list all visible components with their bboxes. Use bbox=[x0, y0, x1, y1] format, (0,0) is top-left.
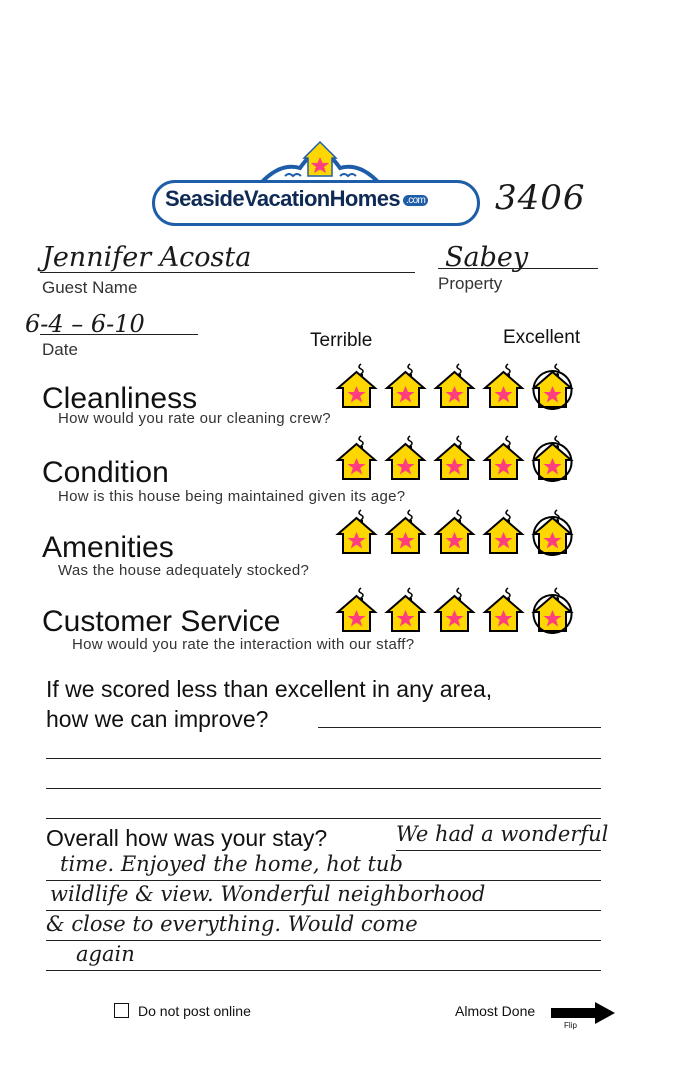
house-star-icon[interactable] bbox=[433, 508, 476, 556]
do-not-post-label: Do not post online bbox=[138, 1003, 251, 1019]
house-star-icon[interactable] bbox=[531, 586, 574, 634]
house-star-icon[interactable] bbox=[531, 434, 574, 482]
date-line bbox=[40, 334, 198, 335]
improve-answer-line[interactable] bbox=[318, 727, 601, 728]
overall-answer-line[interactable] bbox=[396, 850, 601, 851]
house-star-icon[interactable] bbox=[335, 362, 378, 410]
overall-answer-line[interactable] bbox=[46, 970, 601, 971]
overall-answer-line[interactable] bbox=[46, 940, 601, 941]
guest-name-value: Jennifer Acosta bbox=[42, 242, 252, 273]
property-line bbox=[438, 268, 598, 269]
rating-customer-service-question: How would you rate the interaction with our staff? bbox=[72, 636, 415, 653]
house-star-icon[interactable] bbox=[384, 362, 427, 410]
flip-label: Flip bbox=[564, 1021, 577, 1030]
house-star-icon[interactable] bbox=[384, 586, 427, 634]
house-star-icon[interactable] bbox=[384, 434, 427, 482]
overall-answer-line[interactable] bbox=[46, 910, 601, 911]
house-star-icon[interactable] bbox=[531, 362, 574, 410]
overall-comment-line: & close to everything. Would come bbox=[46, 912, 418, 936]
house-star-icon[interactable] bbox=[482, 508, 525, 556]
improve-answer-line[interactable] bbox=[46, 818, 601, 819]
rating-cleanliness-question: How would you rate our cleaning crew? bbox=[58, 410, 331, 427]
house-star-icon[interactable] bbox=[531, 508, 574, 556]
improve-question-line1: If we scored less than excellent in any area, bbox=[46, 676, 493, 702]
guest-name-label: Guest Name bbox=[42, 278, 138, 297]
house-star-icon[interactable] bbox=[433, 362, 476, 410]
scale-high-label: Excellent bbox=[503, 327, 581, 348]
rating-condition-category: Condition bbox=[42, 456, 169, 489]
improve-answer-line[interactable] bbox=[46, 788, 601, 789]
house-star-icon[interactable] bbox=[482, 434, 525, 482]
date-label: Date bbox=[42, 340, 78, 359]
overall-comment-line: wildlife & view. Wonderful neighborhood bbox=[50, 882, 486, 906]
rating-cleanliness-stars[interactable] bbox=[335, 362, 574, 410]
rating-condition-question: How is this house being maintained given its age? bbox=[58, 488, 406, 505]
guest-name-line bbox=[40, 272, 415, 273]
overall-comment-line: We had a wonderful bbox=[396, 822, 609, 846]
improve-answer-line[interactable] bbox=[46, 758, 601, 759]
scale-low-label: Terrible bbox=[310, 330, 373, 351]
overall-comment-line: time. Enjoyed the home, hot tub bbox=[60, 852, 403, 876]
overall-comment-line: again bbox=[76, 942, 135, 966]
house-star-icon[interactable] bbox=[482, 586, 525, 634]
overall-question: Overall how was your stay? bbox=[46, 825, 328, 851]
rating-amenities-stars[interactable] bbox=[335, 508, 574, 556]
almost-done-label: Almost Done bbox=[455, 1003, 536, 1019]
rating-customer-service-category: Customer Service bbox=[42, 605, 281, 638]
form-number: 3406 bbox=[495, 178, 586, 218]
property-label: Property bbox=[438, 274, 503, 293]
arrow-right-icon bbox=[551, 1002, 615, 1024]
house-star-icon[interactable] bbox=[384, 508, 427, 556]
house-star-icon[interactable] bbox=[482, 362, 525, 410]
improve-question-line2: how we can improve? bbox=[46, 706, 269, 732]
rating-condition-stars[interactable] bbox=[335, 434, 574, 482]
rating-amenities-question: Was the house adequately stocked? bbox=[58, 562, 310, 579]
logo-text: SeasideVacationHomes .com bbox=[165, 186, 428, 212]
house-star-icon[interactable] bbox=[433, 586, 476, 634]
rating-amenities-category: Amenities bbox=[42, 531, 174, 564]
do-not-post-checkbox[interactable] bbox=[114, 1003, 129, 1018]
house-star-icon[interactable] bbox=[335, 508, 378, 556]
property-value: Sabey bbox=[445, 242, 529, 273]
house-star-icon[interactable] bbox=[433, 434, 476, 482]
overall-answer-line[interactable] bbox=[46, 880, 601, 881]
date-value: 6-4 – 6-10 bbox=[25, 310, 145, 338]
house-star-icon[interactable] bbox=[335, 586, 378, 634]
house-star-icon[interactable] bbox=[335, 434, 378, 482]
rating-customer-service-stars[interactable] bbox=[335, 586, 574, 634]
rating-cleanliness-category: Cleanliness bbox=[42, 382, 198, 415]
